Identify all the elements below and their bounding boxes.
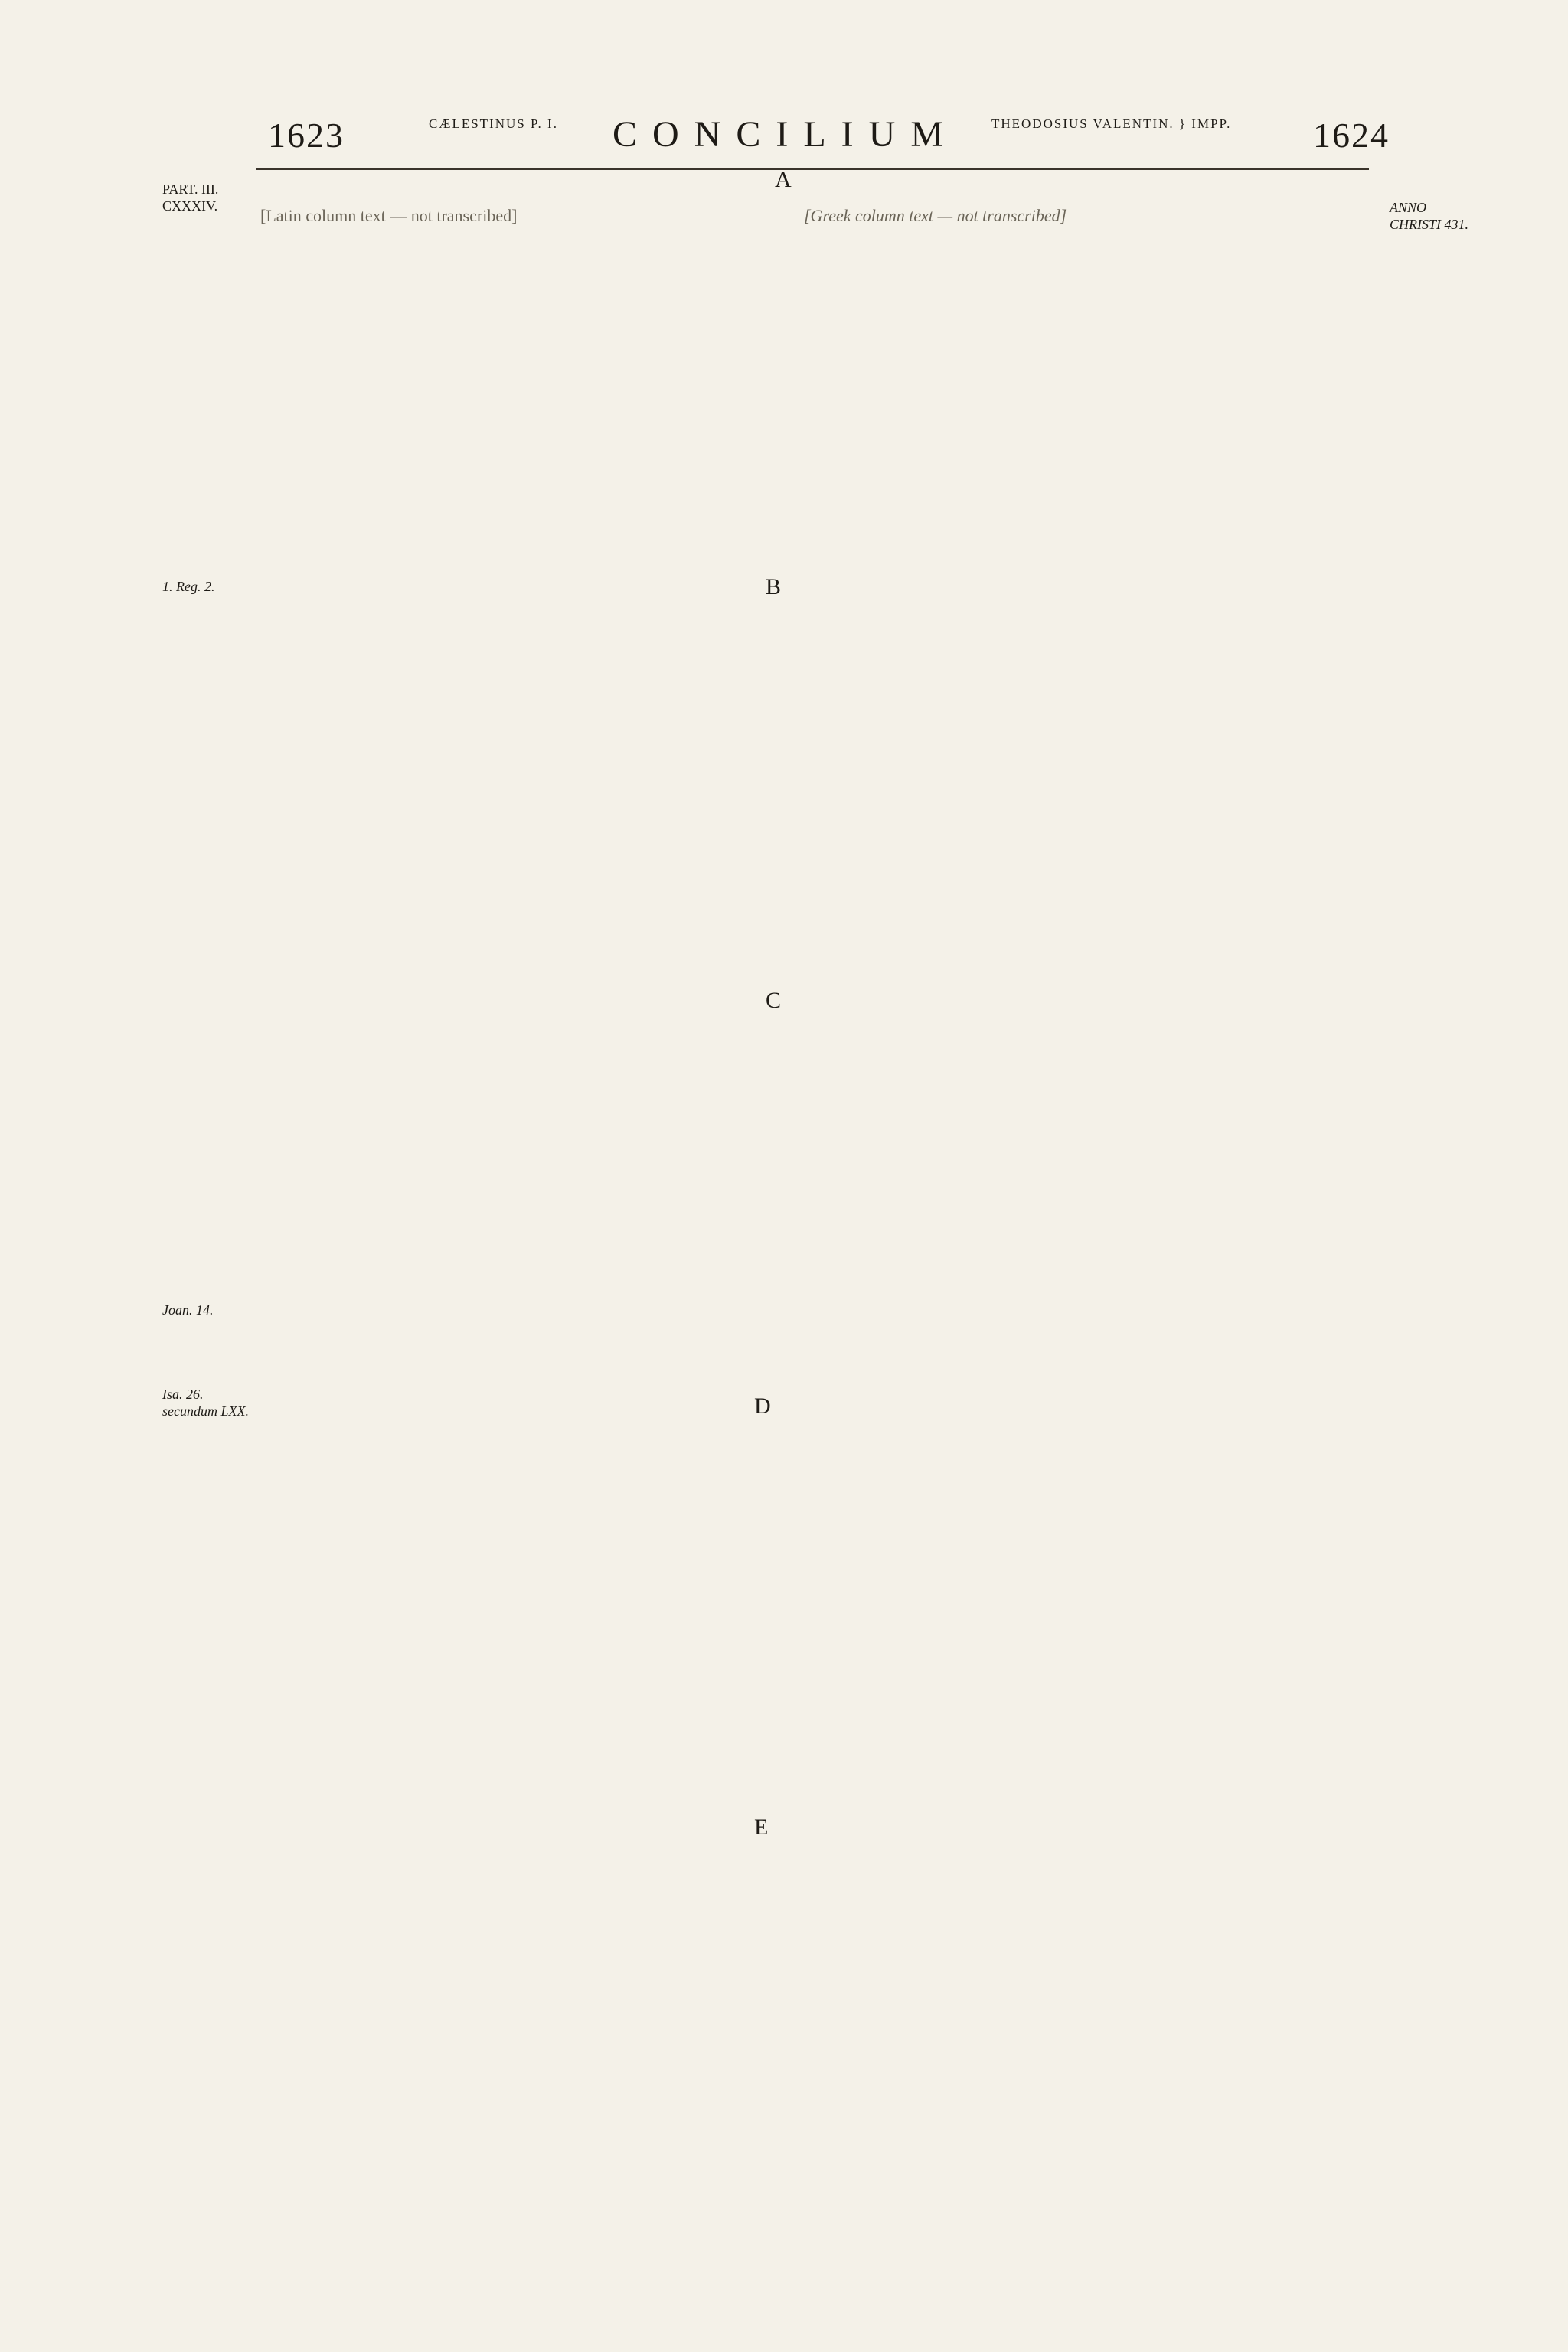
margin-note-ref-1: 1. Reg. 2. [162, 579, 215, 594]
header-right-label: THEODOSIUS VALENTIN. } IMPP. [991, 116, 1232, 131]
column-letter-e: E [754, 1815, 769, 1840]
page-number-left: 1623 [268, 116, 345, 155]
column-letter-c: C [766, 988, 782, 1013]
page-header [0, 92, 1568, 176]
latin-column [260, 184, 750, 248]
column-letter-d: D [754, 1393, 771, 1419]
column-letter-b: B [766, 574, 782, 599]
margin-note-ref-2: Joan. 14. [162, 1302, 214, 1318]
column-letter-a: A [775, 167, 792, 192]
greek-column [804, 184, 1355, 248]
header-left-label: CÆLESTINUS P. I. [429, 116, 558, 131]
page-number-right: 1624 [1313, 116, 1390, 155]
margin-note-ref-3: Isa. 26. secundum LXX. [162, 1387, 249, 1419]
margin-year: ANNO CHRISTI 431. [1390, 200, 1468, 232]
greek-text: [Greek column text — not transcribed] [804, 206, 1067, 225]
header-rule [256, 168, 1369, 170]
margin-note-part: PART. III. CXXXIV. [162, 181, 219, 214]
latin-text: [Latin column text — not transcribed] [260, 206, 518, 225]
page-title: CONCILIUM [612, 114, 959, 155]
